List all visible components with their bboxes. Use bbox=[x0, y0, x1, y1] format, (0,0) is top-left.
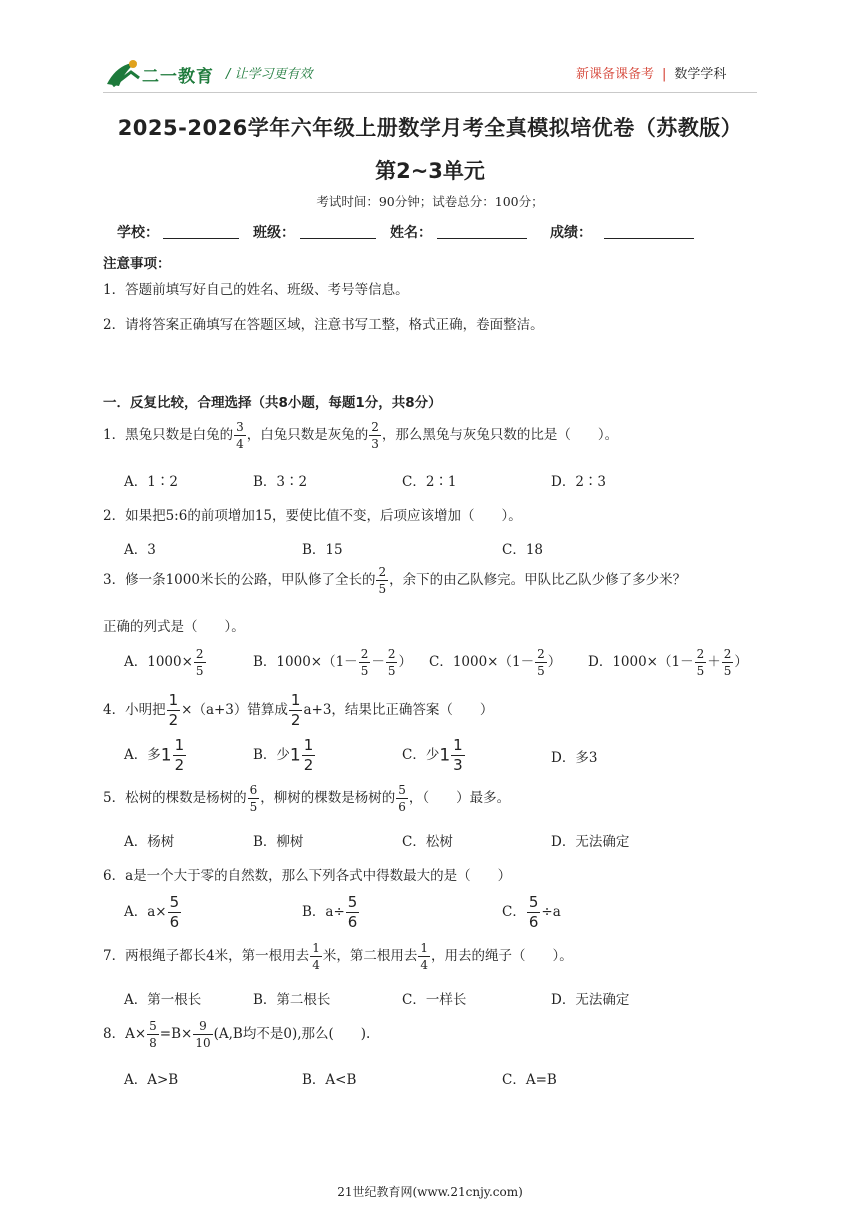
q4-option-b[interactable]: B．少1 $\frac{1}{2}$ bbox=[253, 736, 314, 774]
question-4: 4．小明把 $\frac{1}{2}$ ×（a+3）错算成 $\frac{1}{2}$ a+3，结果比正确答案（ ） bbox=[103, 691, 494, 729]
school-line[interactable] bbox=[163, 238, 239, 239]
q7-option-c[interactable]: C．一样长 bbox=[402, 992, 467, 1008]
q1-option-b[interactable]: B．3∶2 bbox=[253, 474, 308, 490]
header-subject: 数学学科 bbox=[674, 67, 727, 82]
exam-info: 考试时间：90分钟；试卷总分：100分； bbox=[316, 194, 544, 209]
header-separator: | bbox=[662, 67, 667, 82]
class-label: 班级： bbox=[253, 225, 295, 241]
q6-option-c[interactable]: C． $\frac{5}{6}$ ÷a bbox=[502, 893, 561, 931]
school-label: 学校： bbox=[117, 225, 159, 241]
question-6: 6．a是一个大于零的自然数，那么下列各式中得数最大的是（ ） bbox=[103, 868, 512, 884]
section-heading: 一．反复比较，合理选择（共8小题，每题1分，共8分） bbox=[103, 395, 442, 411]
page-subtitle: 第2~3单元 bbox=[375, 159, 485, 183]
page-title: 2025-2026学年六年级上册数学月考全真模拟培优卷（苏教版） bbox=[117, 116, 743, 140]
question-7: 7．两根绳子都长4米，第一根用去 $\frac{1}{4}$ 米，第二根用去 $\frac{1}{4}$ ，用去的绳子（ ）。 bbox=[103, 941, 573, 972]
q1-option-d[interactable]: D．2∶3 bbox=[551, 474, 607, 490]
footer: 21世纪教育网(www.21cnjy.com) bbox=[337, 1185, 523, 1199]
q7-option-b[interactable]: B．第二根长 bbox=[253, 992, 331, 1008]
header-tag: 新课备课备考 bbox=[576, 67, 655, 82]
logo-text: 二一教育 bbox=[142, 67, 214, 87]
name-label: 姓名： bbox=[390, 225, 432, 241]
q2-option-a[interactable]: A．3 bbox=[124, 542, 156, 558]
q8-option-c[interactable]: C．A=B bbox=[502, 1072, 557, 1088]
q2-option-c[interactable]: C．18 bbox=[502, 542, 544, 558]
q4-option-c[interactable]: C．少1 $\frac{1}{3}$ bbox=[402, 736, 463, 774]
notice-title: 注意事项： bbox=[103, 256, 171, 272]
q5-option-c[interactable]: C．松树 bbox=[402, 834, 453, 850]
fraction: $\frac{3}{4}$ bbox=[236, 420, 244, 451]
q1-option-c[interactable]: C．2∶1 bbox=[402, 474, 457, 490]
q1-option-a[interactable]: A．1∶2 bbox=[124, 474, 178, 490]
q7-option-a[interactable]: A．第一根长 bbox=[124, 992, 202, 1008]
slogan: / 让学习更有效 bbox=[226, 67, 313, 82]
name-line[interactable] bbox=[437, 238, 527, 239]
q6-option-a[interactable]: A．a× $\frac{5}{6}$ bbox=[124, 893, 180, 931]
q3-option-b[interactable]: B．1000×（1－ $\frac{2}{5}$ － $\frac{2}{5}$ ） bbox=[253, 647, 412, 678]
score-label: 成绩： bbox=[550, 225, 592, 241]
q2-option-b[interactable]: B．15 bbox=[302, 542, 343, 558]
q4-option-d[interactable]: D．多3 bbox=[551, 750, 598, 766]
q3-option-c[interactable]: C．1000×（1－ $\frac{2}{5}$ ） bbox=[429, 647, 562, 678]
fraction: $\frac{2}{5}$ bbox=[378, 565, 387, 596]
q3-option-d[interactable]: D．1000×（1－ $\frac{2}{5}$ ＋ $\frac{2}{5}$ ） bbox=[588, 647, 748, 678]
q8-option-b[interactable]: B．A<B bbox=[302, 1072, 357, 1088]
q5-option-a[interactable]: A．杨树 bbox=[124, 834, 175, 850]
header-right bbox=[576, 63, 726, 82]
header-divider bbox=[103, 92, 757, 93]
class-line[interactable] bbox=[300, 238, 376, 239]
question-2: 2．如果把5:6的前项增加15，要使比值不变，后项应该增加（ ）。 bbox=[103, 508, 522, 524]
question-3-line2: 正确的列式是（ ）。 bbox=[103, 619, 245, 635]
q6-option-b[interactable]: B．a÷ $\frac{5}{6}$ bbox=[302, 893, 358, 931]
question-5: 5．松树的棵数是杨树的 $\frac{6}{5}$ ，柳树的棵数是杨树的 $\frac{5}{6}$ ，（ ）最多。 bbox=[103, 783, 511, 814]
notice-item: 2．请将答案正确填写在答题区域，注意书写工整，格式正确，卷面整洁。 bbox=[103, 317, 544, 333]
score-line[interactable] bbox=[604, 238, 694, 239]
q4-option-a[interactable]: A．多1 $\frac{1}{2}$ bbox=[124, 736, 185, 774]
notice-item: 1．答题前填写好自己的姓名、班级、考号等信息。 bbox=[103, 282, 409, 298]
q5-option-d[interactable]: D．无法确定 bbox=[551, 834, 630, 850]
q5-option-b[interactable]: B．柳树 bbox=[253, 834, 304, 850]
question-3: 3．修一条1000米长的公路，甲队修了全长的 $\frac{2}{5}$ ，余下的由乙队修完。甲队比乙队少修了多少米？ bbox=[103, 565, 687, 596]
q8-option-a[interactable]: A．A>B bbox=[124, 1072, 179, 1088]
q7-option-d[interactable]: D．无法确定 bbox=[551, 992, 630, 1008]
question-1: 1．黑兔只数是白兔的 $\frac{3}{4}$ ，白兔只数是灰兔的 $\frac{2}{3}$ ，那么黑兔与灰兔只数的比是（ ）。 bbox=[103, 420, 619, 451]
question-8: 8．A× $\frac{5}{8}$ =B× $\frac{9}{10}$ (A,B均不是0),那么( ). bbox=[103, 1019, 371, 1050]
fraction: $\frac{2}{3}$ bbox=[371, 420, 379, 451]
q3-option-a[interactable]: A．1000× $\frac{2}{5}$ bbox=[124, 647, 204, 678]
